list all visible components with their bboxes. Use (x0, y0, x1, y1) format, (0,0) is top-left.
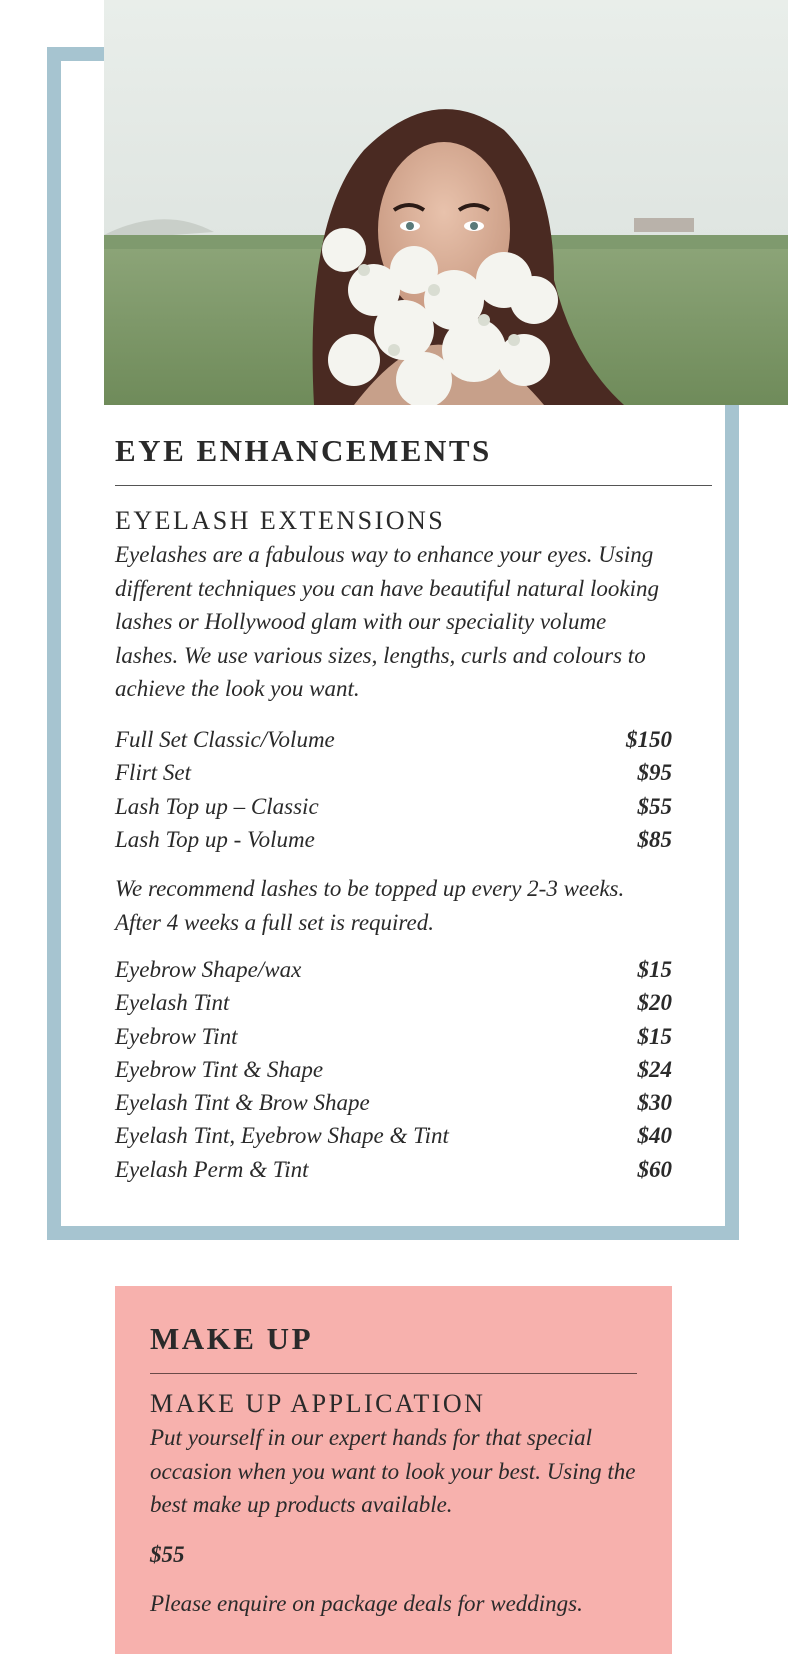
service-name: Eyebrow Shape/wax (115, 957, 302, 982)
service-name: Lash Top up - Volume (115, 826, 315, 852)
eye-enhancements-section (115, 431, 712, 486)
service-name: Eyebrow Tint (115, 1023, 238, 1049)
wedding-note: Please enquire on package deals for weddings. (150, 1591, 583, 1616)
service-name: Flirt Set (115, 760, 192, 786)
eyelash-extensions-heading: EYELASH EXTENSIONS (115, 506, 446, 535)
heading-divider (150, 1373, 637, 1374)
price-row (115, 1053, 672, 1086)
price-row (115, 1086, 672, 1119)
service-name: Eyelash Tint, Eyebrow Shape & Tint (115, 1123, 449, 1149)
service-price: $95 (637, 760, 672, 786)
eyelash-description: Eyelashes are a fabulous way to enhance your eyes. Using different techniques you can have beautiful natural looking lashes or Hollywood glam with our speciality volume lashes. We use various sizes, lengths, curls and colours to achieve the look you want. (115, 542, 660, 701)
makeup-heading: MAKE UP (150, 1321, 314, 1356)
service-price: $30 (637, 1090, 672, 1116)
service-price: $40 (637, 1123, 672, 1149)
service-price: $15 (637, 957, 672, 982)
makeup-heading-block (150, 1319, 637, 1374)
price-row (115, 823, 672, 856)
price-row (115, 756, 672, 789)
heading-divider (115, 485, 712, 486)
service-name: Eyebrow Tint & Shape (115, 1056, 324, 1082)
price-row (115, 723, 672, 756)
price-row (115, 1119, 672, 1152)
service-name: Full Set Classic/Volume (115, 727, 335, 752)
makeup-panel (115, 1286, 672, 1654)
topup-note: We recommend lashes to be topped up every 2-3 weeks. After 4 weeks a full set is required. (115, 876, 625, 935)
woman-with-flowers-image (104, 0, 788, 405)
eye-enhancements-heading: EYE ENHANCEMENTS (115, 433, 492, 468)
price-row (115, 790, 672, 823)
service-price: $15 (637, 1023, 672, 1049)
price-row (115, 953, 672, 986)
price-row (115, 1020, 672, 1053)
makeup-application-heading: MAKE UP APPLICATION (150, 1389, 486, 1418)
service-price: $85 (637, 826, 672, 852)
hero-photo (104, 0, 788, 405)
service-price: $60 (637, 1156, 672, 1182)
service-name: Eyelash Tint & Brow Shape (115, 1090, 370, 1116)
lash-price-list (115, 723, 672, 856)
eyelash-extensions-block (115, 504, 712, 706)
price-row (115, 1153, 672, 1186)
brow-price-list (115, 953, 672, 1186)
makeup-price: $55 (150, 1542, 185, 1567)
service-price: $20 (637, 990, 672, 1016)
price-row (115, 986, 672, 1019)
service-name: Eyelash Tint (115, 990, 230, 1016)
makeup-application-block (150, 1387, 637, 1522)
service-price: $150 (626, 727, 672, 752)
service-name: Eyelash Perm & Tint (115, 1156, 309, 1182)
service-price: $55 (637, 793, 672, 819)
service-name: Lash Top up – Classic (115, 793, 319, 819)
service-price: $24 (637, 1056, 672, 1082)
makeup-description: Put yourself in our expert hands for that special occasion when you want to look your best. Using the best make up products available. (150, 1425, 636, 1517)
